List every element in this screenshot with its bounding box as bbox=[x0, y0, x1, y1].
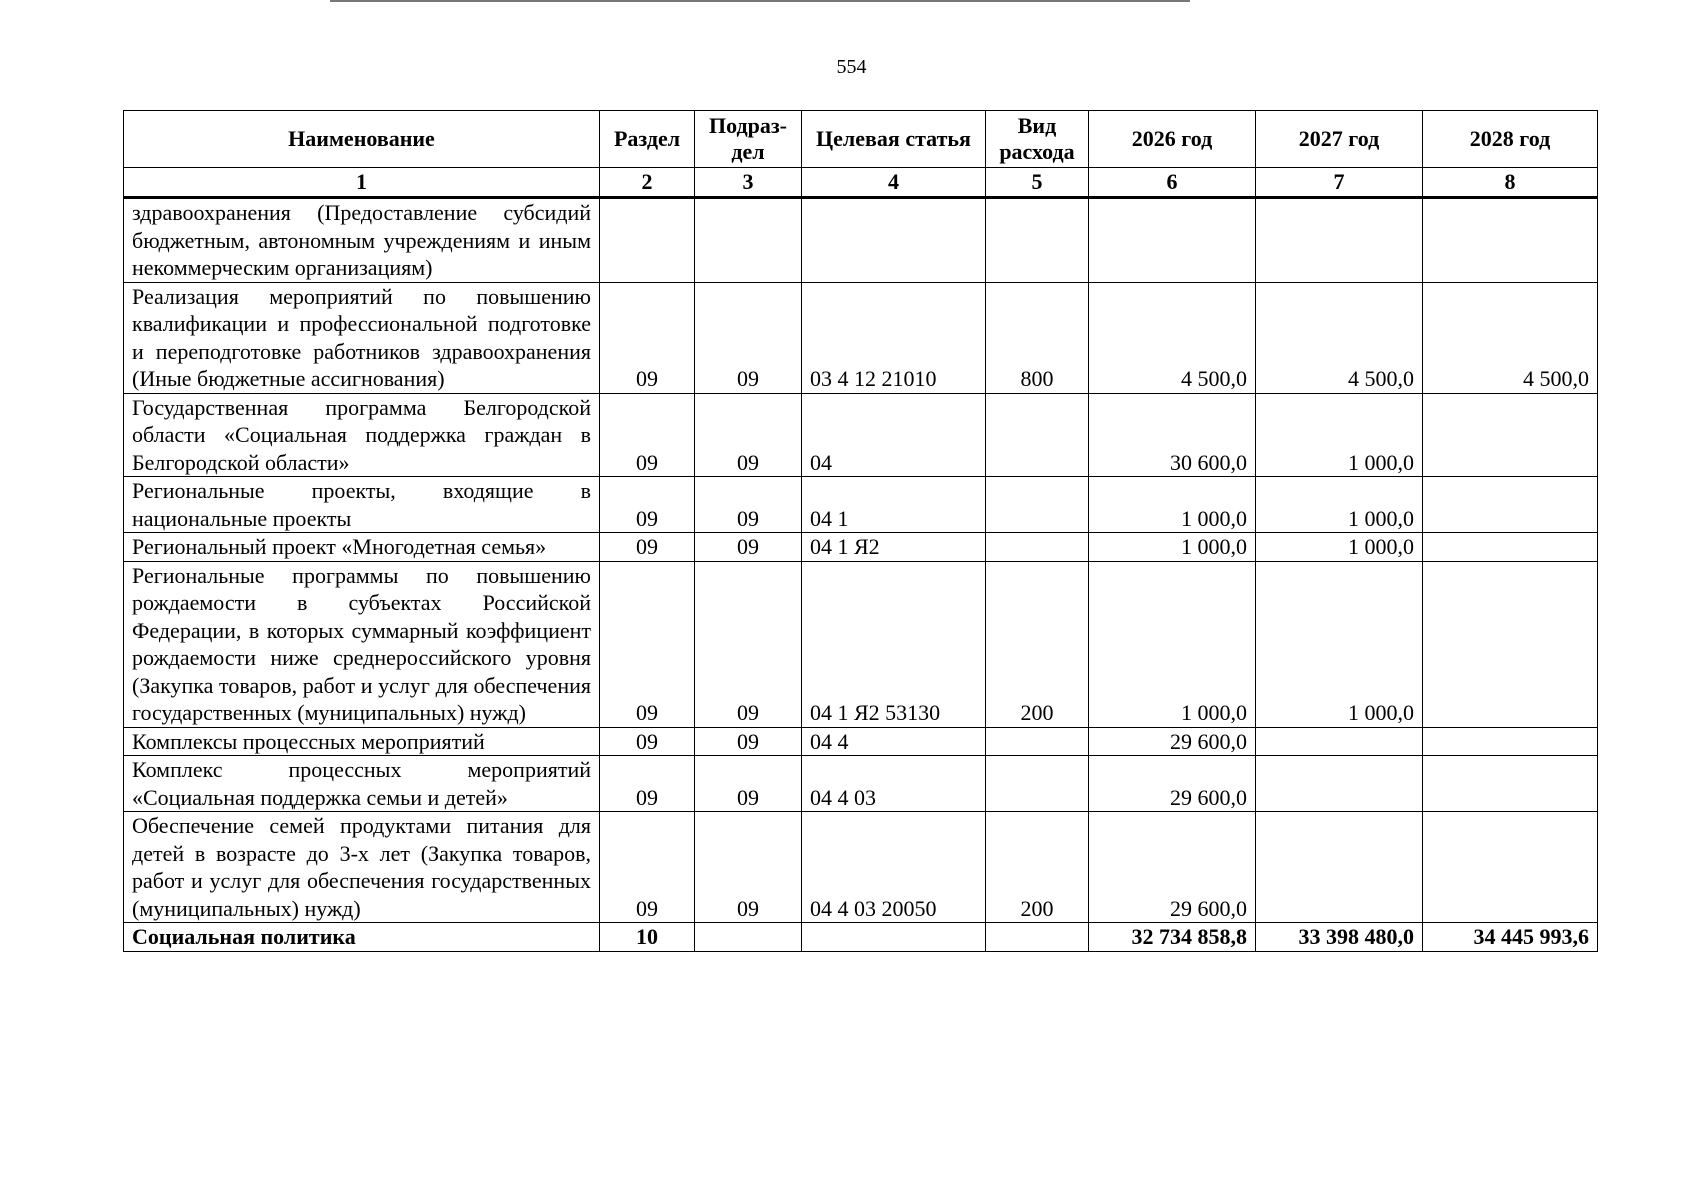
statya-cell bbox=[802, 198, 986, 283]
statya-cell: 04 1 Я2 53130 bbox=[802, 561, 986, 727]
table-row bbox=[124, 477, 1598, 533]
amount-2026-cell: 29 600,0 bbox=[1089, 756, 1256, 812]
amount-2027-cell bbox=[1256, 727, 1423, 756]
column-number: 6 bbox=[1089, 168, 1256, 198]
amount-2026-cell: 1 000,0 bbox=[1089, 561, 1256, 727]
table-row bbox=[124, 923, 1598, 952]
header-statya: Целевая статья bbox=[802, 111, 986, 168]
razdel-cell: 10 bbox=[600, 923, 695, 952]
razdel-cell: 09 bbox=[600, 282, 695, 393]
budget-table bbox=[123, 110, 1598, 952]
razdel-cell: 09 bbox=[600, 533, 695, 562]
table-body bbox=[124, 198, 1598, 952]
vid-cell: 200 bbox=[986, 812, 1089, 923]
razdel-cell: 09 bbox=[600, 727, 695, 756]
amount-2028-cell bbox=[1423, 561, 1598, 727]
table-row bbox=[124, 198, 1598, 283]
table-row bbox=[124, 812, 1598, 923]
header-vid: Вид расхода bbox=[986, 111, 1089, 168]
table-row bbox=[124, 533, 1598, 562]
name-cell: Комплекс процессных мероприятий «Социальная поддержка семьи и детей» bbox=[124, 756, 600, 812]
podrazdel-cell: 09 bbox=[695, 282, 802, 393]
header-2027: 2027 год bbox=[1256, 111, 1423, 168]
vid-cell bbox=[986, 756, 1089, 812]
razdel-cell: 09 bbox=[600, 812, 695, 923]
vid-cell bbox=[986, 533, 1089, 562]
amount-2026-cell: 32 734 858,8 bbox=[1089, 923, 1256, 952]
table-row bbox=[124, 282, 1598, 393]
header-2026: 2026 год bbox=[1089, 111, 1256, 168]
podrazdel-cell bbox=[695, 198, 802, 283]
amount-2028-cell bbox=[1423, 198, 1598, 283]
table-row bbox=[124, 561, 1598, 727]
amount-2026-cell: 29 600,0 bbox=[1089, 812, 1256, 923]
column-number: 2 bbox=[600, 168, 695, 198]
amount-2028-cell bbox=[1423, 477, 1598, 533]
amount-2028-cell bbox=[1423, 756, 1598, 812]
table-row bbox=[124, 727, 1598, 756]
podrazdel-cell: 09 bbox=[695, 727, 802, 756]
statya-cell: 04 4 03 20050 bbox=[802, 812, 986, 923]
razdel-cell: 09 bbox=[600, 756, 695, 812]
amount-2027-cell bbox=[1256, 198, 1423, 283]
amount-2027-cell: 1 000,0 bbox=[1256, 533, 1423, 562]
vid-cell: 800 bbox=[986, 282, 1089, 393]
header-2028: 2028 год bbox=[1423, 111, 1598, 168]
amount-2026-cell: 1 000,0 bbox=[1089, 477, 1256, 533]
podrazdel-cell: 09 bbox=[695, 393, 802, 477]
amount-2028-cell: 34 445 993,6 bbox=[1423, 923, 1598, 952]
statya-cell bbox=[802, 923, 986, 952]
amount-2027-cell: 4 500,0 bbox=[1256, 282, 1423, 393]
statya-cell: 04 4 03 bbox=[802, 756, 986, 812]
amount-2027-cell bbox=[1256, 756, 1423, 812]
razdel-cell bbox=[600, 198, 695, 283]
column-number: 8 bbox=[1423, 168, 1598, 198]
amount-2026-cell: 1 000,0 bbox=[1089, 533, 1256, 562]
table-row bbox=[124, 756, 1598, 812]
name-cell: Обеспечение семей продуктами питания для детей в возрасте до 3-х лет (Закупка товаров, работ и услуг для обеспечения государственных (муниципальных) нужд) bbox=[124, 812, 600, 923]
header-name: Наименование bbox=[124, 111, 600, 168]
table-header bbox=[124, 111, 1598, 198]
amount-2026-cell: 29 600,0 bbox=[1089, 727, 1256, 756]
statya-cell: 04 4 bbox=[802, 727, 986, 756]
amount-2028-cell bbox=[1423, 727, 1598, 756]
amount-2028-cell bbox=[1423, 812, 1598, 923]
header-title-row bbox=[124, 111, 1598, 168]
amount-2027-cell: 1 000,0 bbox=[1256, 393, 1423, 477]
table-row bbox=[124, 393, 1598, 477]
podrazdel-cell bbox=[695, 923, 802, 952]
amount-2026-cell bbox=[1089, 198, 1256, 283]
amount-2027-cell: 1 000,0 bbox=[1256, 477, 1423, 533]
amount-2028-cell: 4 500,0 bbox=[1423, 282, 1598, 393]
statya-cell: 04 bbox=[802, 393, 986, 477]
statya-cell: 03 4 12 21010 bbox=[802, 282, 986, 393]
name-cell: здравоохранения (Предоставление субсидий бюджетным, автономным учреждениям и иным некоммерческим организациям) bbox=[124, 198, 600, 283]
statya-cell: 04 1 Я2 bbox=[802, 533, 986, 562]
podrazdel-cell: 09 bbox=[695, 812, 802, 923]
vid-cell bbox=[986, 477, 1089, 533]
amount-2028-cell bbox=[1423, 393, 1598, 477]
name-cell: Государственная программа Белгородской области «Социальная поддержка граждан в Белгородской области» bbox=[124, 393, 600, 477]
amount-2026-cell: 4 500,0 bbox=[1089, 282, 1256, 393]
header-razdel: Раздел bbox=[600, 111, 695, 168]
name-cell: Региональные проекты, входящие в национальные проекты bbox=[124, 477, 600, 533]
name-cell: Социальная политика bbox=[124, 923, 600, 952]
name-cell: Реализация мероприятий по повышению квалификации и профессиональной подготовке и переподготовке работников здравоохранения (Иные бюджетные ассигнования) bbox=[124, 282, 600, 393]
column-number: 7 bbox=[1256, 168, 1423, 198]
vid-cell bbox=[986, 923, 1089, 952]
amount-2027-cell bbox=[1256, 812, 1423, 923]
column-number: 5 bbox=[986, 168, 1089, 198]
amount-2026-cell: 30 600,0 bbox=[1089, 393, 1256, 477]
amount-2027-cell: 33 398 480,0 bbox=[1256, 923, 1423, 952]
vid-cell bbox=[986, 727, 1089, 756]
podrazdel-cell: 09 bbox=[695, 477, 802, 533]
name-cell: Региональные программы по повышению рождаемости в субъектах Российской Федерации, в которых суммарный коэффициент рождаемости ниже среднероссийского уровня (Закупка товаров, работ и услуг для обеспечения государственных (муниципальных) нужд) bbox=[124, 561, 600, 727]
amount-2027-cell: 1 000,0 bbox=[1256, 561, 1423, 727]
vid-cell bbox=[986, 393, 1089, 477]
name-cell: Региональный проект «Многодетная семья» bbox=[124, 533, 600, 562]
header-number-row bbox=[124, 168, 1598, 198]
header-podrazdel: Подраз-дел bbox=[695, 111, 802, 168]
statya-cell: 04 1 bbox=[802, 477, 986, 533]
vid-cell: 200 bbox=[986, 561, 1089, 727]
razdel-cell: 09 bbox=[600, 561, 695, 727]
vid-cell bbox=[986, 198, 1089, 283]
razdel-cell: 09 bbox=[600, 393, 695, 477]
razdel-cell: 09 bbox=[600, 477, 695, 533]
podrazdel-cell: 09 bbox=[695, 561, 802, 727]
top-scan-rule bbox=[330, 0, 1190, 2]
column-number: 4 bbox=[802, 168, 986, 198]
page-number: 554 bbox=[836, 56, 867, 78]
column-number: 3 bbox=[695, 168, 802, 198]
name-cell: Комплексы процессных мероприятий bbox=[124, 727, 600, 756]
column-number: 1 bbox=[124, 168, 600, 198]
podrazdel-cell: 09 bbox=[695, 756, 802, 812]
amount-2028-cell bbox=[1423, 533, 1598, 562]
podrazdel-cell: 09 bbox=[695, 533, 802, 562]
